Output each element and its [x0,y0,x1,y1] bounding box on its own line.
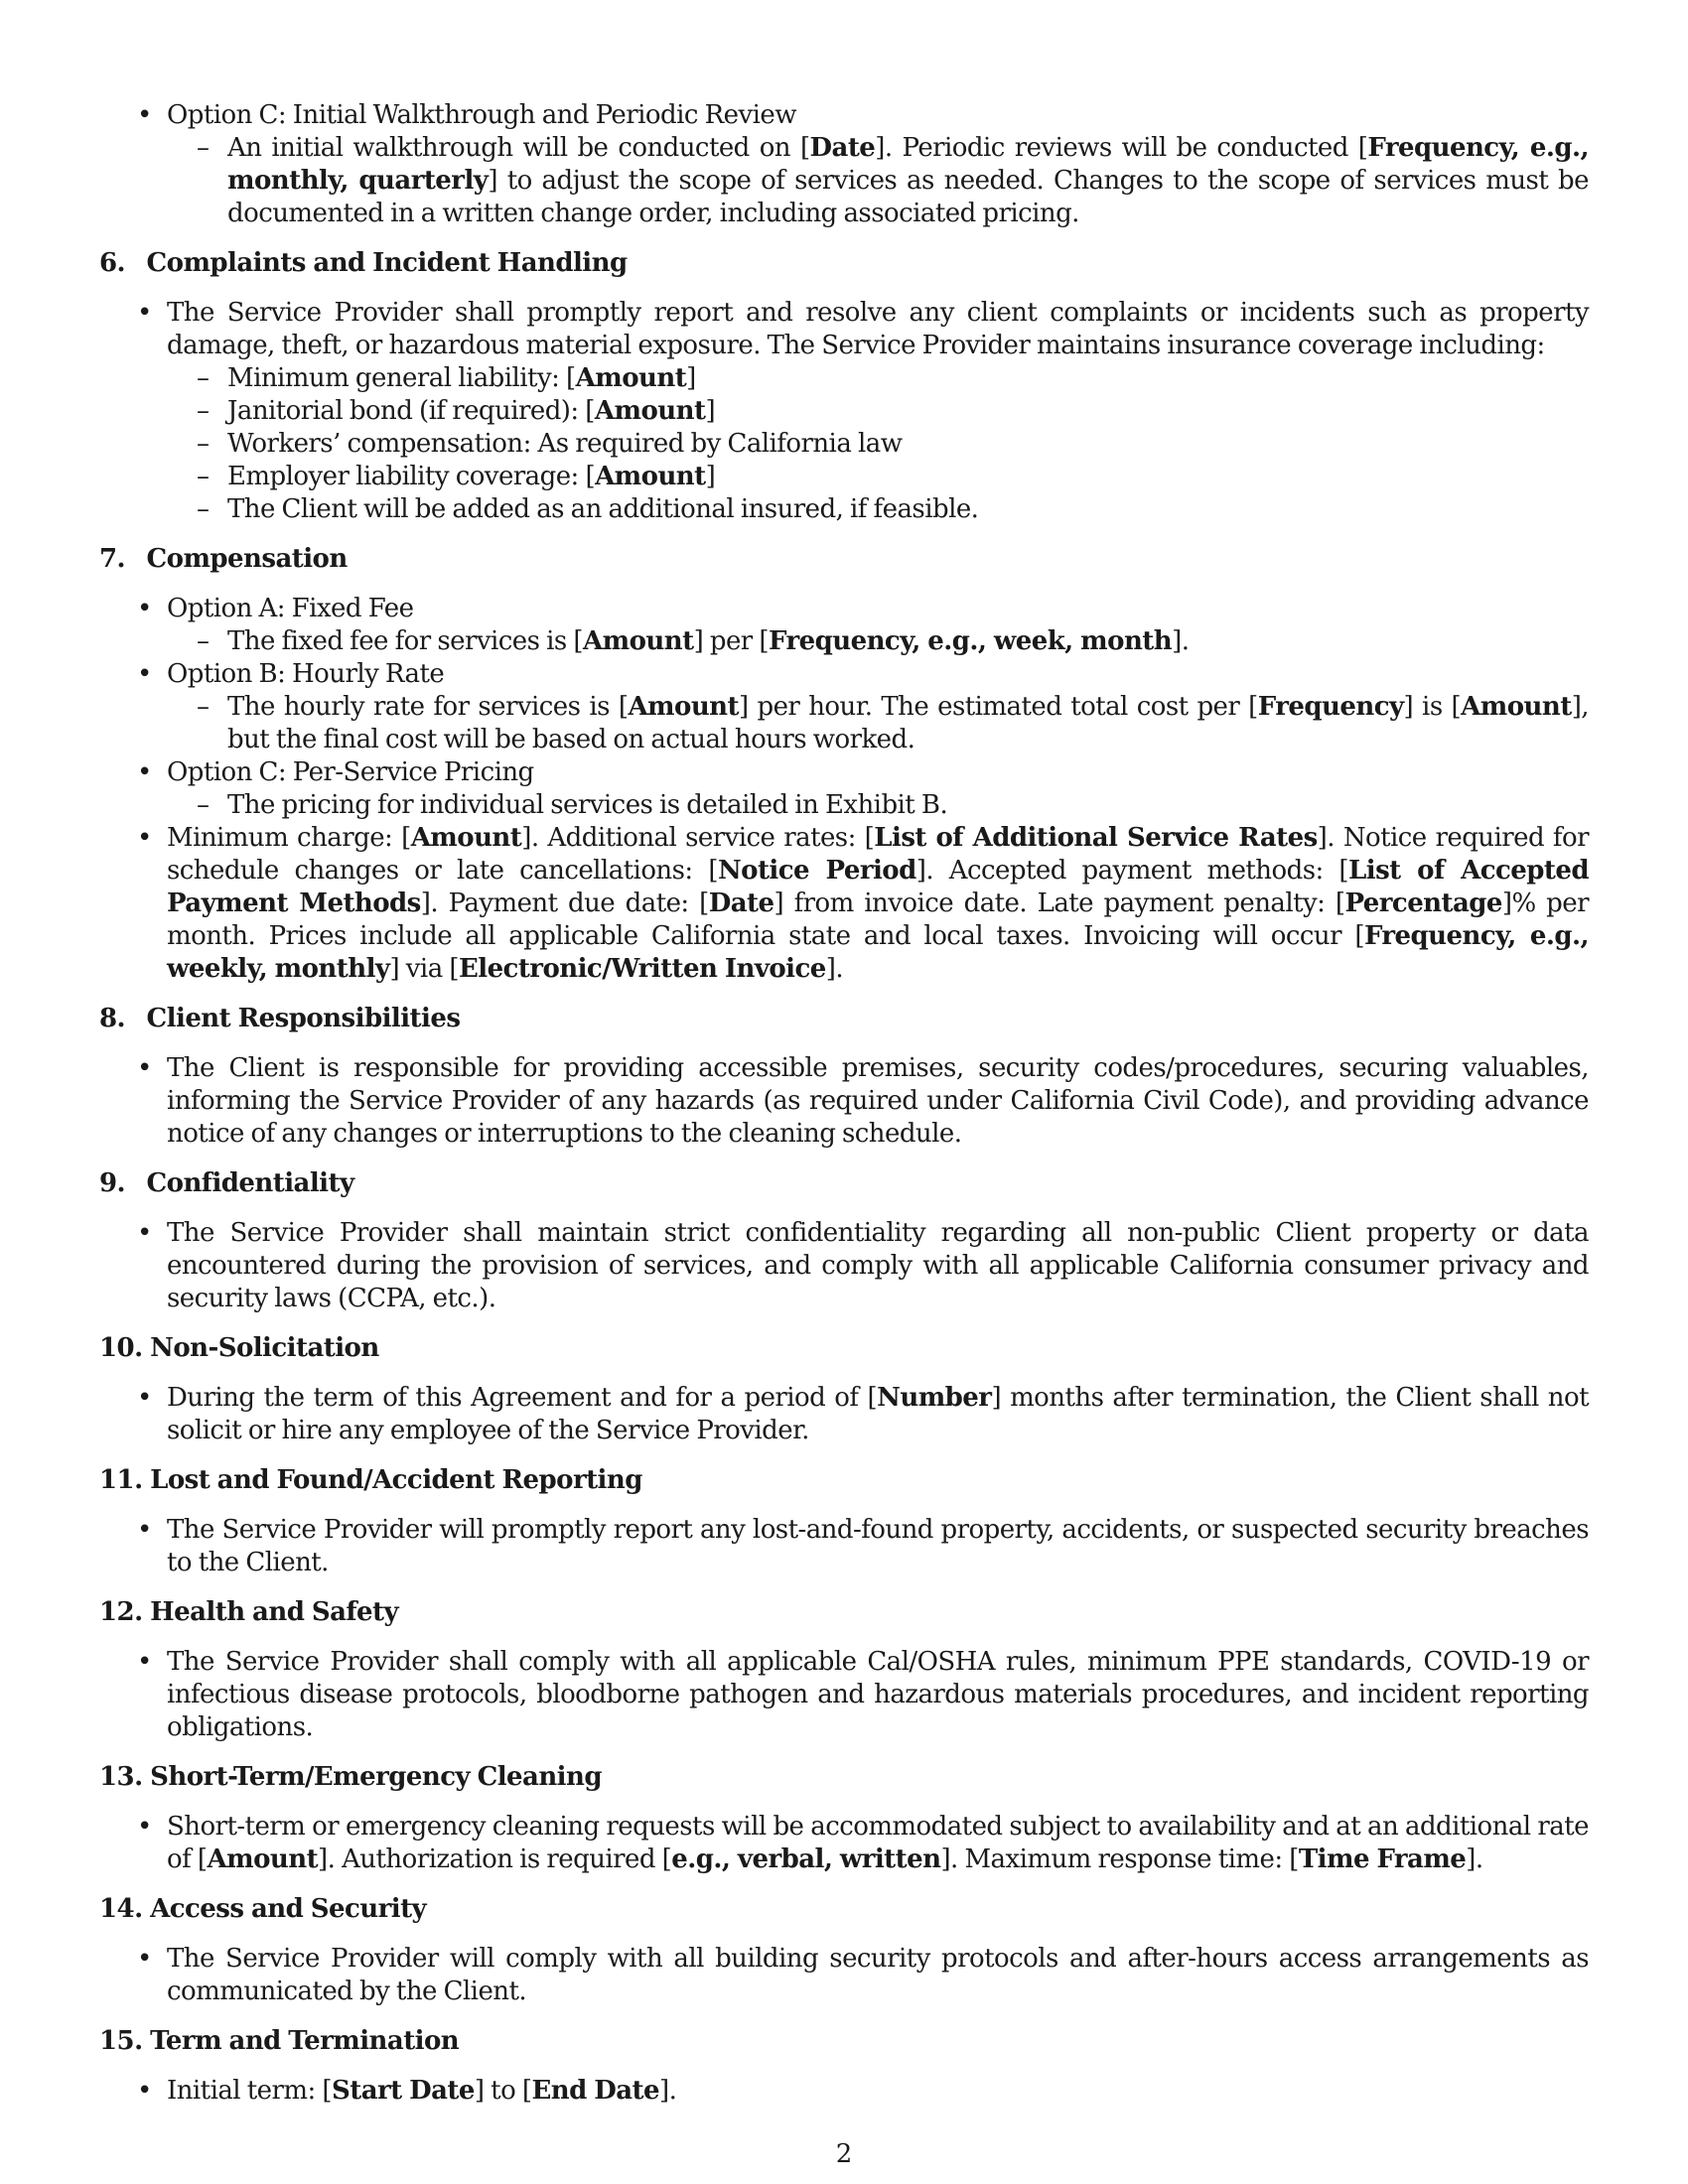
section-14-body: • The Service Provider will comply with all building security protocols and after-hours access arrangements as communicated by the Client. [137,1944,1589,2006]
bullet-icon: • [137,1053,152,1083]
bullet-icon: • [137,1647,152,1677]
section-heading-15: 15. Term and Termination [99,2026,460,2056]
payment-terms-item: • Minimum charge: [Amount]. Additional service rates: [List of Additional Service Rates]. Notice required for schedule changes or late cancellations: [Notice Period]. Accepted payment methods: [List of Accepted Payment Methods]. Payment due date: [Date] from invoice date. Late payment penalty: [Percentage]% per month. Prices include all applicable California state and local taxes. Invoicing will occur [Frequency, e.g., weekly, monthly] via [Electronic/Written Invoice]. [137,823,1590,984]
section-heading-13: 13. Short-Term/Emergency Cleaning [99,1762,602,1792]
dash-icon: – [197,626,210,656]
dash-icon: – [197,133,210,163]
option-c-title: Option C: Initial Walkthrough and Periodic Review [167,100,796,130]
section-12-body: • The Service Provider shall comply with all applicable Cal/OSHA rules, minimum PPE standards, COVID-19 or infectious disease protocols, bloodborne pathogen and hazardous materials procedures, and incident reporting obligations. [137,1647,1589,1742]
insurance-item: – Workers’ compensation: As required by California law [197,429,903,459]
document-page [99,99,1589,2108]
section-title: Non-Solicitation [150,1333,379,1363]
section-heading-14: 14. Access and Security [99,1894,427,1924]
section-13-body: • Short-term or emergency cleaning requests will be accommodated subject to availability and at an additional rate of [Amount]. Authorization is required [e.g., verbal, written]. Maximum response time: [Time Frame]. [137,1812,1589,1874]
option-b-item: • Option B: Hourly Rate [137,659,445,689]
option-a-detail: – The fixed fee for services is [Amount] per [Frequency, e.g., week, month]. [197,626,1190,656]
section-heading-6: 6. Complaints and Incident Handling [99,248,628,278]
bullet-icon: • [137,1218,152,1248]
insurance-item: – Minimum general liability: [Amount] [197,363,696,393]
option-c-walkthrough-detail: – An initial walkthrough will be conducted on [Date]. Periodic reviews will be conducted [Frequency, e.g., monthly, quarterly] to adjust the scope of services as needed. Changes to the scope of services must be documented in a written change order, including associated pricing. [197,133,1589,228]
bullet-icon: • [137,1944,152,1974]
section-heading-8: 8. Client Responsibilities [99,1004,461,1033]
insurance-item: – The Client will be added as an additional insured, if feasible. [197,494,979,524]
insurance-item: – Janitorial bond (if required): [Amount] [197,396,716,426]
section-15-body: • Initial term: [Start Date] to [End Date]. [137,2076,677,2106]
section-9-body: • The Service Provider shall maintain strict confidentiality regarding all non-public Client property or data encountered during the provision of services, and comply with all applicable California consumer privacy and security laws (CCPA, etc.). [137,1218,1589,1313]
section-title: Complaints and Incident Handling [146,248,628,278]
option-a-item: • Option A: Fixed Fee [137,594,414,623]
dash-icon: – [197,396,210,426]
bullet-icon: • [137,100,152,130]
insurance-item: – Employer liability coverage: [Amount] [197,462,716,491]
dash-icon: – [197,494,210,524]
option-b-detail: – The hourly rate for services is [Amount] per hour. The estimated total cost per [Frequency] is [Amount], but the final cost will be based on actual hours worked. [197,692,1589,754]
section-11-body: • The Service Provider will promptly report any lost-and-found property, accidents, or suspected security breaches to the Client. [137,1515,1589,1577]
placeholder-frequency: Frequency, e.g., monthly, quarterly [227,133,1589,196]
option-c-pricing-detail: – The pricing for individual services is detailed in Exhibit B. [197,790,948,820]
section-8-body: • The Client is responsible for providing accessible premises, security codes/procedures, securing valuables, informing the Service Provider of any hazards (as required under California Civil Code), and providing advance notice of any changes or interruptions to the cleaning schedule. [137,1053,1589,1149]
section-6-body: • The Service Provider shall promptly report and resolve any client complaints or incidents such as property damage, theft, or hazardous material exposure. The Service Provider maintains insurance coverage including: [137,298,1589,360]
section-title: Health and Safety [150,1597,399,1627]
dash-icon: – [197,363,210,393]
bullet-icon: • [137,1383,152,1413]
option-c-walkthrough-item [99,99,1589,132]
bullet-icon: • [137,757,152,787]
section-title: Confidentiality [146,1168,354,1198]
section-heading-9: 9. Confidentiality [99,1168,354,1198]
option-c-pricing-item: • Option C: Per-Service Pricing [137,757,534,787]
bullet-icon: • [137,1515,152,1545]
dash-icon: – [197,692,210,722]
section-title: Client Responsibilities [146,1004,461,1033]
dash-icon: – [197,790,210,820]
bullet-icon: • [137,823,152,853]
dash-icon: – [197,429,210,459]
bullet-icon: • [137,659,152,689]
section-10-body: • During the term of this Agreement and for a period of [Number] months after termination, the Client shall not solicit or hire any employee of the Service Provider. [137,1383,1589,1445]
bullet-icon: • [137,2076,152,2106]
page-number: 2 [835,2139,853,2169]
section-title: Short-Term/Emergency Cleaning [150,1762,602,1792]
bullet-icon: • [137,1812,152,1842]
section-title: Term and Termination [150,2026,460,2056]
bullet-icon: • [137,594,152,623]
bullet-icon: • [137,298,152,328]
section-title: Lost and Found/Accident Reporting [150,1465,642,1495]
section-heading-10: 10. Non-Solicitation [99,1333,379,1363]
section-heading-11: 11. Lost and Found/Accident Reporting [99,1465,642,1495]
section-heading-7: 7. Compensation [99,544,348,574]
section-title: Access and Security [150,1894,427,1924]
section-title: Compensation [146,544,348,574]
dash-icon: – [197,462,210,491]
placeholder-date: Date [809,133,876,163]
section-heading-12: 12. Health and Safety [99,1597,399,1627]
